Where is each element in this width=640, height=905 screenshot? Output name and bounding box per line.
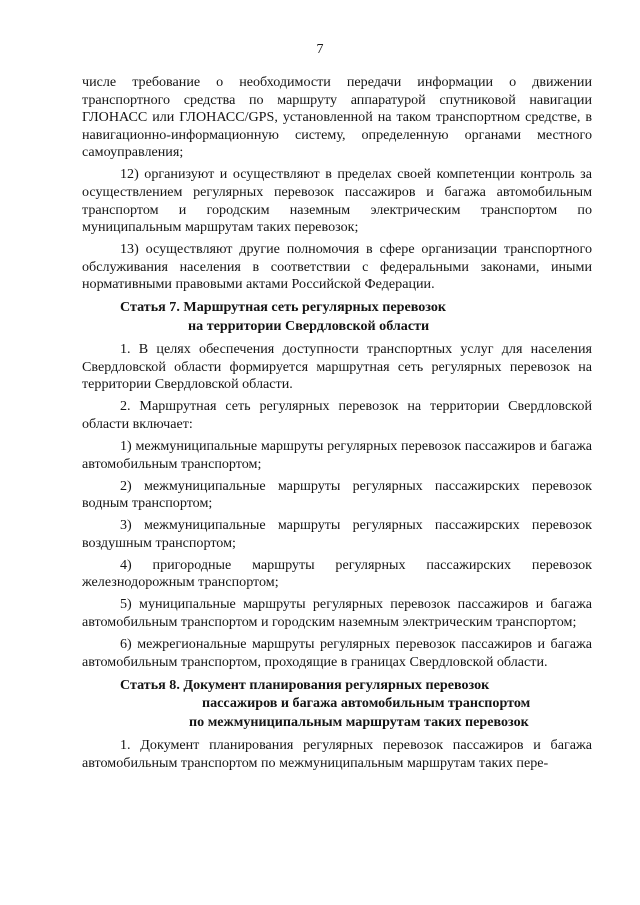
article-7-item-1: 1) межмуниципальные маршруты регулярных перевозок пассажиров и багажа автомобильным транспортом; [82,438,592,472]
article-7-heading [82,298,592,335]
article-8-heading-line3: по межмуниципальным маршрутам таких перевозок [189,713,529,730]
document-body [82,74,592,777]
article-7-paragraph-2: 2. Маршрутная сеть регулярных перевозок на территории Свердловской области включает: [82,398,592,433]
article-7-item-4: 4) пригородные маршруты регулярных пассажирских перевозок железнодорожным транспортом; [82,556,592,591]
article-8-heading-line2: пассажиров и багажа автомобильным транспортом [202,695,531,712]
page-number: 7 [316,42,324,57]
article-7-heading-line1: Статья 7. Маршрутная сеть регулярных перевозок [120,299,447,316]
article-7-item-6: 6) межрегиональные маршруты регулярных перевозок пассажиров и багажа автомобильным транспортом, проходящие в границах Свердловской области. [82,635,592,670]
article-7-item-2: 2) межмуниципальные маршруты регулярных пассажирских перевозок водным транспортом; [82,477,592,512]
paragraph-continuation: числе требование о необходимости передачи информации о движении транспортного средства по маршруту аппаратурой спутниковой навигации ГЛОНАСС или ГЛОНАСС/GPS, установленной на таком транспортном средстве, в навигационно-информационную систему, определенную органами местного самоуправления; [82,74,592,161]
article-8-heading [82,676,592,732]
article-7-item-3: 3) межмуниципальные маршруты регулярных пассажирских перевозок воздушным транспортом; [82,517,592,551]
article-7-item-5: 5) муниципальные маршруты регулярных перевозок пассажиров и багажа автомобильным транспортом и городским наземным электрическим транспортом; [82,596,592,630]
article-7-paragraph-1: 1. В целях обеспечения доступности транспортных услуг для населения Свердловской области формируется маршрутная сеть регулярных перевозок на территории Свердловской области. [82,341,592,393]
article-7-heading-line2: на территории Свердловской области [188,317,430,334]
article-8-paragraph-1: 1. Документ планирования регулярных перевозок пассажиров и багажа автомобильным транспортом по межмуниципальным маршрутам таких пере- [82,737,592,771]
paragraph-item-13: 13) осуществляют другие полномочия в сфере организации транспортного обслуживания населения в соответствии с федеральными законами, иными нормативными правовыми актами Российской Федерации. [82,241,592,293]
article-8-heading-line1: Статья 8. Документ планирования регулярных перевозок [120,676,490,693]
paragraph-item-12: 12) организуют и осуществляют в пределах своей компетенции контроль за осуществлением регулярных перевозок пассажиров и багажа автомобильным транспортом и городским наземным электрическим транспортом по муниципальным маршрутам таких перевозок; [82,166,592,236]
